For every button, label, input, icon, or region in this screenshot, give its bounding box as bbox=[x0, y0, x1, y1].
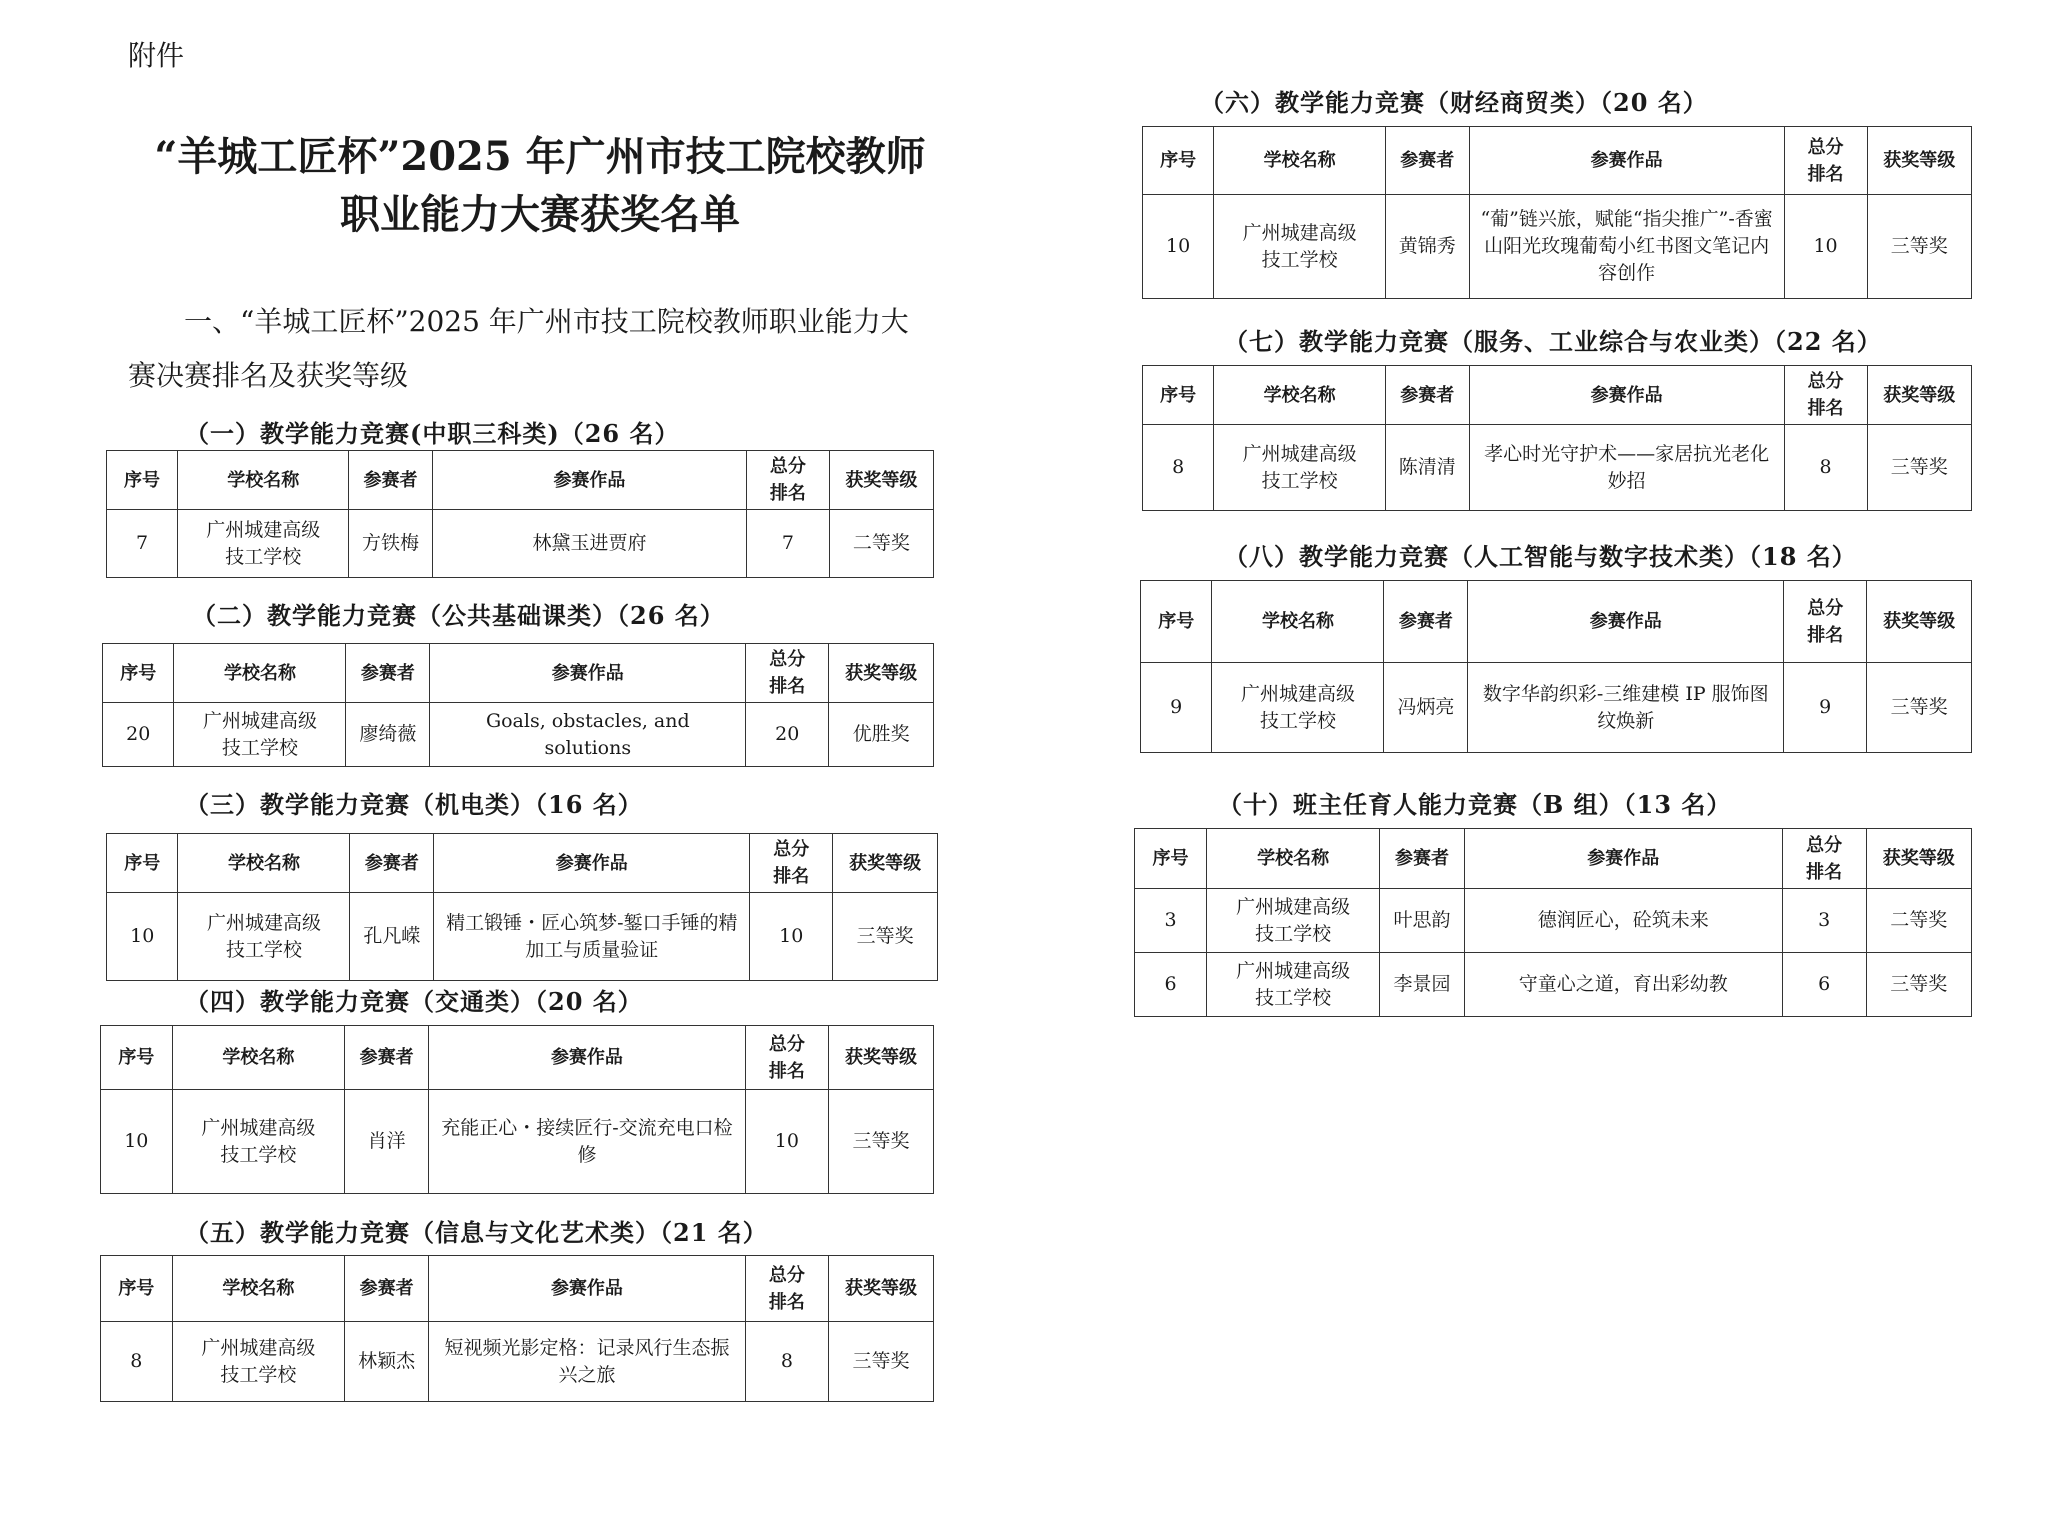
cell-award: 二等奖 bbox=[1866, 889, 1972, 953]
header-participant: 参赛者 bbox=[346, 644, 430, 703]
header-school: 学校名称 bbox=[174, 644, 346, 703]
cell-award: 优胜奖 bbox=[829, 703, 934, 767]
cell-seq: 20 bbox=[103, 703, 174, 767]
cell-work: 林黛玉进贾府 bbox=[432, 510, 746, 578]
title-line-2: 职业能力大赛获奖名单 bbox=[340, 191, 740, 238]
section-intro: 一、“羊城工匠杯”2025 年广州市技工院校教师职业能力大赛决赛排名及获奖等级 bbox=[128, 305, 909, 392]
header-school: 学校名称 bbox=[1214, 366, 1386, 425]
header-rank: 总分 排名 bbox=[747, 451, 830, 510]
cell-school: 广州城建高级 技工学校 bbox=[1214, 425, 1386, 511]
header-rank: 总分 排名 bbox=[745, 1026, 828, 1090]
cell-seq: 7 bbox=[107, 510, 178, 578]
table-row bbox=[101, 1090, 934, 1194]
cell-rank: 3 bbox=[1782, 889, 1866, 953]
cell-school: 广州城建高级 技工学校 bbox=[1212, 663, 1384, 753]
header-participant: 参赛者 bbox=[1384, 581, 1468, 663]
cell-award: 三等奖 bbox=[1867, 663, 1972, 753]
header-seq: 序号 bbox=[1143, 127, 1214, 195]
group-caption: （八）教学能力竞赛（人工智能与数字技术类）（18 名） bbox=[1224, 542, 1857, 571]
header-award: 获奖等级 bbox=[1867, 366, 1971, 425]
table-row bbox=[1135, 889, 1972, 953]
header-participant: 参赛者 bbox=[345, 1256, 429, 1322]
header-seq: 序号 bbox=[1141, 581, 1212, 663]
title-line-1: “羊城工匠杯”2025 年广州市技工院校教师 bbox=[154, 133, 926, 180]
group-caption: （六）教学能力竞赛（财经商贸类）（20 名） bbox=[1200, 88, 1708, 117]
cell-participant: 黄锦秀 bbox=[1385, 195, 1469, 299]
cell-school: 广州城建高级 技工学校 bbox=[178, 893, 350, 981]
header-work: 参赛作品 bbox=[430, 644, 746, 703]
cell-rank: 9 bbox=[1784, 663, 1867, 753]
cell-rank: 20 bbox=[746, 703, 829, 767]
award-table bbox=[1142, 126, 1972, 299]
header-rank: 总分 排名 bbox=[1782, 829, 1866, 889]
cell-participant: 方铁梅 bbox=[349, 510, 433, 578]
cell-seq: 10 bbox=[1143, 195, 1214, 299]
cell-participant: 肖洋 bbox=[345, 1090, 429, 1194]
table-row bbox=[1143, 425, 1972, 511]
cell-award: 三等奖 bbox=[829, 1090, 934, 1194]
header-award: 获奖等级 bbox=[829, 1026, 934, 1090]
cell-school: 广州城建高级 技工学校 bbox=[1206, 953, 1379, 1017]
cell-work: “葡”链兴旅，赋能“指尖推广”-香蜜山阳光玫瑰葡萄小红书图文笔记内容创作 bbox=[1469, 195, 1784, 299]
header-award: 获奖等级 bbox=[1867, 127, 1971, 195]
table-header-row bbox=[1135, 829, 1972, 889]
table-row bbox=[107, 510, 934, 578]
table-row bbox=[107, 893, 938, 981]
header-participant: 参赛者 bbox=[349, 451, 433, 510]
header-award: 获奖等级 bbox=[1866, 829, 1972, 889]
group-caption: （七）教学能力竞赛（服务、工业综合与农业类）（22 名） bbox=[1224, 327, 1882, 356]
cell-school: 广州城建高级 技工学校 bbox=[172, 1322, 344, 1402]
group-caption: （二）教学能力竞赛（公共基础课类）（26 名） bbox=[192, 601, 725, 630]
table-header-row bbox=[1143, 366, 1972, 425]
cell-rank: 6 bbox=[1782, 953, 1866, 1017]
cell-rank: 8 bbox=[1784, 425, 1867, 511]
header-school: 学校名称 bbox=[1212, 581, 1384, 663]
cell-participant: 叶思韵 bbox=[1380, 889, 1465, 953]
group-caption: （三）教学能力竞赛（机电类）（16 名） bbox=[185, 790, 643, 819]
header-award: 获奖等级 bbox=[829, 1256, 934, 1322]
header-award: 获奖等级 bbox=[829, 644, 934, 703]
cell-seq: 10 bbox=[101, 1090, 173, 1194]
cell-school: 广州城建高级 技工学校 bbox=[1214, 195, 1386, 299]
cell-seq: 10 bbox=[107, 893, 178, 981]
cell-award: 三等奖 bbox=[1866, 953, 1972, 1017]
header-rank: 总分 排名 bbox=[1784, 127, 1867, 195]
header-award: 获奖等级 bbox=[1867, 581, 1972, 663]
header-work: 参赛作品 bbox=[1469, 366, 1784, 425]
cell-work: 精工锻锤・匠心筑梦-錾口手锤的精加工与质量验证 bbox=[434, 893, 750, 981]
cell-seq: 8 bbox=[1143, 425, 1214, 511]
table-header-row bbox=[1141, 581, 1972, 663]
award-table bbox=[1134, 828, 1972, 1017]
cell-rank: 7 bbox=[747, 510, 830, 578]
header-seq: 序号 bbox=[107, 451, 178, 510]
attachment-label: 附件 bbox=[128, 39, 185, 72]
table-row bbox=[101, 1322, 934, 1402]
cell-work: 充能正心・接续匠行-交流充电口检修 bbox=[429, 1090, 746, 1194]
header-work: 参赛作品 bbox=[1464, 829, 1782, 889]
group-caption: （五）教学能力竞赛（信息与文化艺术类）（21 名） bbox=[185, 1218, 768, 1247]
header-participant: 参赛者 bbox=[345, 1026, 429, 1090]
header-award: 获奖等级 bbox=[829, 451, 933, 510]
header-seq: 序号 bbox=[1143, 366, 1214, 425]
table-row bbox=[1141, 663, 1972, 753]
cell-award: 三等奖 bbox=[833, 893, 938, 981]
header-participant: 参赛者 bbox=[1385, 127, 1469, 195]
award-table bbox=[1142, 365, 1972, 511]
header-rank: 总分 排名 bbox=[746, 644, 829, 703]
table-header-row bbox=[107, 451, 934, 510]
table-header-row bbox=[107, 834, 938, 893]
table-row bbox=[1143, 195, 1972, 299]
header-rank: 总分 排名 bbox=[1784, 581, 1867, 663]
header-work: 参赛作品 bbox=[1469, 127, 1784, 195]
header-school: 学校名称 bbox=[178, 834, 350, 893]
cell-seq: 6 bbox=[1135, 953, 1207, 1017]
cell-seq: 3 bbox=[1135, 889, 1207, 953]
table-header-row bbox=[103, 644, 934, 703]
header-participant: 参赛者 bbox=[350, 834, 434, 893]
table-header-row bbox=[101, 1026, 934, 1090]
header-seq: 序号 bbox=[1135, 829, 1207, 889]
header-seq: 序号 bbox=[101, 1256, 173, 1322]
cell-school: 广州城建高级 技工学校 bbox=[174, 703, 346, 767]
cell-award: 二等奖 bbox=[829, 510, 933, 578]
award-table bbox=[102, 643, 934, 767]
cell-school: 广州城建高级 技工学校 bbox=[1206, 889, 1379, 953]
cell-participant: 李景园 bbox=[1380, 953, 1465, 1017]
cell-participant: 林颖杰 bbox=[345, 1322, 429, 1402]
group-caption: （四）教学能力竞赛（交通类）（20 名） bbox=[185, 987, 643, 1016]
table-row bbox=[103, 703, 934, 767]
table-header-row bbox=[1143, 127, 1972, 195]
award-table bbox=[106, 833, 938, 981]
cell-work: 数字华韵织彩-三维建模 IP 服饰图纹焕新 bbox=[1468, 663, 1784, 753]
header-school: 学校名称 bbox=[178, 451, 349, 510]
header-rank: 总分 排名 bbox=[750, 834, 833, 893]
header-seq: 序号 bbox=[107, 834, 178, 893]
award-table bbox=[100, 1025, 934, 1194]
header-work: 参赛作品 bbox=[434, 834, 750, 893]
header-work: 参赛作品 bbox=[429, 1256, 746, 1322]
cell-rank: 10 bbox=[1784, 195, 1867, 299]
group-caption: （一）教学能力竞赛(中职三科类)（26 名） bbox=[185, 419, 680, 448]
cell-rank: 10 bbox=[745, 1090, 828, 1194]
award-table bbox=[106, 450, 934, 578]
header-seq: 序号 bbox=[101, 1026, 173, 1090]
award-table bbox=[100, 1255, 934, 1402]
cell-rank: 10 bbox=[750, 893, 833, 981]
cell-work: 德润匠心，砼筑未来 bbox=[1464, 889, 1782, 953]
group-caption: （十）班主任育人能力竞赛（B 组）（13 名） bbox=[1218, 790, 1732, 819]
cell-work: 守童心之道，育出彩幼教 bbox=[1464, 953, 1782, 1017]
cell-award: 三等奖 bbox=[1867, 195, 1971, 299]
header-work: 参赛作品 bbox=[432, 451, 746, 510]
header-participant: 参赛者 bbox=[1380, 829, 1465, 889]
header-work: 参赛作品 bbox=[429, 1026, 746, 1090]
cell-participant: 廖绮薇 bbox=[346, 703, 430, 767]
cell-school: 广州城建高级 技工学校 bbox=[178, 510, 349, 578]
header-rank: 总分 排名 bbox=[1784, 366, 1867, 425]
cell-rank: 8 bbox=[745, 1322, 828, 1402]
cell-participant: 孔凡嵘 bbox=[350, 893, 434, 981]
table-row bbox=[1135, 953, 1972, 1017]
table-header-row bbox=[101, 1256, 934, 1322]
cell-award: 三等奖 bbox=[829, 1322, 934, 1402]
cell-work: 短视频光影定格：记录风行生态振兴之旅 bbox=[429, 1322, 746, 1402]
header-school: 学校名称 bbox=[172, 1026, 344, 1090]
cell-award: 三等奖 bbox=[1867, 425, 1971, 511]
cell-participant: 陈清清 bbox=[1385, 425, 1469, 511]
cell-work: 孝心时光守护术——家居抗光老化妙招 bbox=[1469, 425, 1784, 511]
header-work: 参赛作品 bbox=[1468, 581, 1784, 663]
header-participant: 参赛者 bbox=[1385, 366, 1469, 425]
cell-seq: 8 bbox=[101, 1322, 173, 1402]
header-rank: 总分 排名 bbox=[745, 1256, 828, 1322]
header-school: 学校名称 bbox=[1214, 127, 1386, 195]
header-award: 获奖等级 bbox=[833, 834, 938, 893]
header-school: 学校名称 bbox=[172, 1256, 344, 1322]
header-seq: 序号 bbox=[103, 644, 174, 703]
award-table bbox=[1140, 580, 1972, 753]
page-title bbox=[110, 128, 970, 244]
header-school: 学校名称 bbox=[1206, 829, 1379, 889]
cell-work: Goals, obstacles, and solutions bbox=[430, 703, 746, 767]
cell-school: 广州城建高级 技工学校 bbox=[172, 1090, 344, 1194]
cell-seq: 9 bbox=[1141, 663, 1212, 753]
cell-participant: 冯炳亮 bbox=[1384, 663, 1468, 753]
